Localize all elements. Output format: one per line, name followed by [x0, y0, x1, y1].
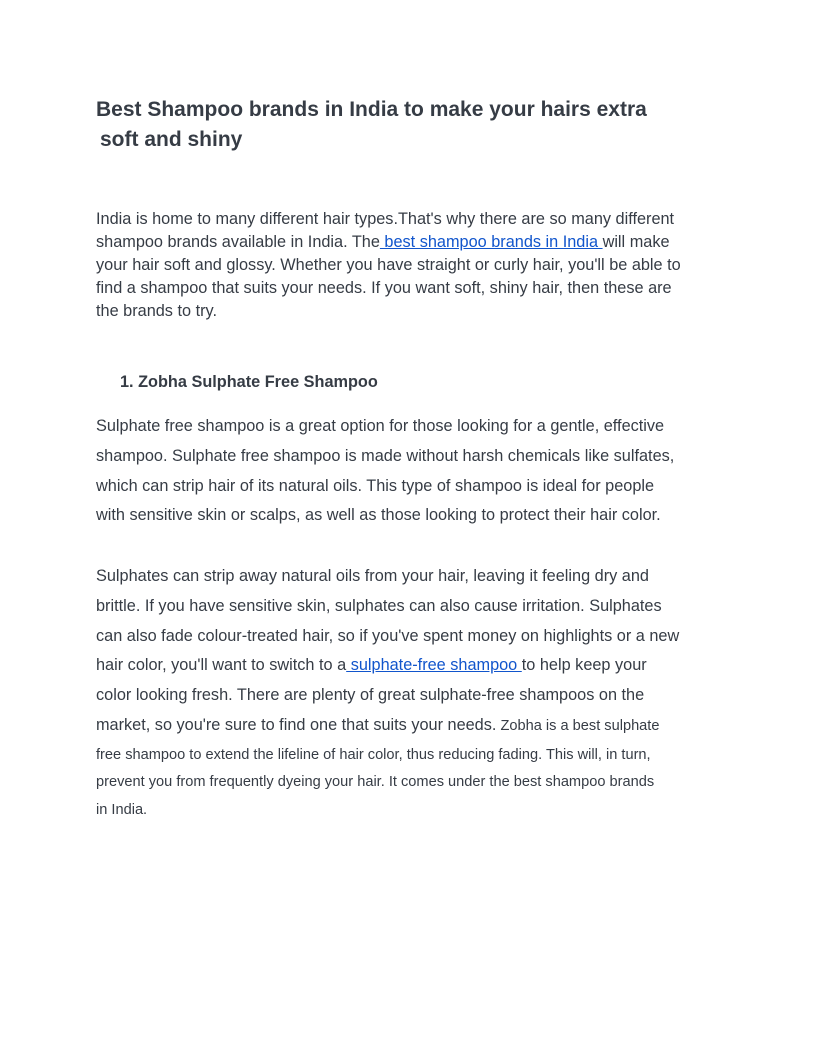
- paragraph-1-line-2: shampoo. Sulphate free shampoo is made without harsh chemicals like sulfates,: [96, 446, 675, 465]
- paragraph-2-line-6: [96, 711, 726, 742]
- sulphate-free-shampoo-link[interactable]: sulphate-free shampoo: [346, 656, 522, 675]
- paragraph-1-line-4: with sensitive skin or scalps, as well as those looking to protect their hair color.: [96, 506, 661, 525]
- paragraph-2-line-9: in India.: [96, 801, 148, 818]
- paragraph-1-line-3: which can strip hair of its natural oils. This type of shampoo is ideal for people: [96, 476, 655, 495]
- paragraph-1: [96, 412, 726, 531]
- intro-line-2-text: shampoo brands available in India. The: [96, 233, 380, 251]
- paragraph-2-line-8: prevent you from frequently dyeing your hair. It comes under the best shampoo brands: [96, 774, 655, 791]
- paragraph-2-line-3: can also fade colour-treated hair, so if you've spent money on highlights or a new: [96, 626, 680, 645]
- paragraph-2-line-6-text: market, so you're sure to find one that suits your needs.: [96, 715, 497, 734]
- paragraph-2-line-2: brittle. If you have sensitive skin, sulphates can also cause irritation. Sulphates: [96, 596, 662, 615]
- intro-line-2-tail: will make: [602, 233, 670, 251]
- intro-line-3: your hair soft and glossy. Whether you have straight or curly hair, you'll be able to: [96, 256, 681, 274]
- page-title: [96, 95, 716, 155]
- paragraph-2-line-6-small: Zobha is a best sulphate: [496, 717, 660, 734]
- intro-paragraph: [96, 208, 726, 323]
- paragraph-2-line-1: Sulphates can strip away natural oils from your hair, leaving it feeling dry and: [96, 567, 649, 585]
- paragraph-2-line-7: free shampoo to extend the lifeline of hair color, thus reducing fading. This will, in turn,: [96, 746, 651, 763]
- title-line-2: soft and shiny: [100, 128, 243, 151]
- paragraph-2-line-4-text: hair color, you'll want to switch to a: [96, 656, 347, 675]
- intro-line-2: [96, 231, 726, 254]
- paragraph-1-line-1: Sulphate free shampoo is a great option for those looking for a gentle, effective: [96, 417, 665, 435]
- section-heading: 1. Zobha Sulphate Free Shampoo: [120, 373, 378, 391]
- paragraph-2-line-4-tail: to help keep your: [521, 656, 647, 675]
- best-shampoo-brands-link[interactable]: best shampoo brands in India: [379, 233, 603, 251]
- intro-line-1: India is home to many different hair types.That's why there are so many different: [96, 210, 675, 228]
- paragraph-2: [96, 562, 726, 824]
- paragraph-2-line-5: color looking fresh. There are plenty of great sulphate-free shampoos on the: [96, 686, 645, 705]
- paragraph-2-line-4: [96, 651, 726, 681]
- intro-line-4: find a shampoo that suits your needs. If you want soft, shiny hair, then these are: [96, 279, 672, 297]
- title-line-1: Best Shampoo brands in India to make your hairs extra: [96, 98, 647, 121]
- intro-line-5: the brands to try.: [96, 302, 217, 320]
